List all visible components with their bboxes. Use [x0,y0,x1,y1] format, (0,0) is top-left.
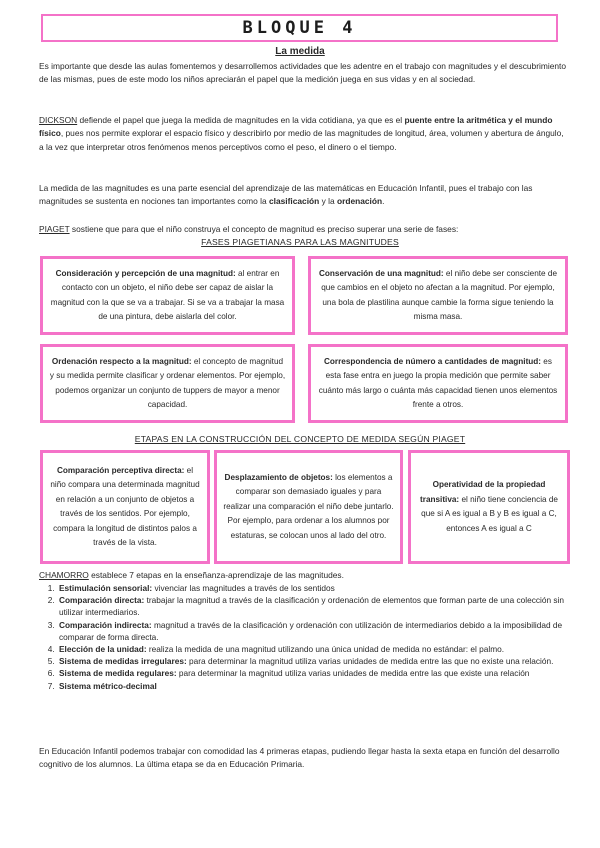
etapa-title: Operatividad de la propiedad transitiva: [420,480,546,504]
phase-box [40,344,295,423]
stage-text: vivenciar las magnitudes a través de los sentidos [152,583,335,593]
etapa-description: los elementos a comparar son demasiado iguales y para realizar una comparación el niño debe juntarlo. Por ejemplo, para ordenar a los alumnos por estaturas, se colocan unos al lado del otro. [223,472,394,540]
section-subtitle: La medida [275,46,325,57]
phase-text [317,355,559,413]
piaget-name: PIAGET [39,224,70,234]
etapa-text [417,478,561,536]
chamorro-stages-list [39,582,587,692]
etapa-description: el niño tiene conciencia de que si A es igual a B y B es igual a C, entonces A es igual a C [421,494,558,533]
list-item [57,655,587,667]
etapa-title: Desplazamiento de objetos: [224,472,333,482]
etapa-box [40,450,210,564]
stage-text: para determinar la magnitud utiliza varias unidades de medida entre las que no existe una relación. [186,656,554,667]
etapa-description: el niño compara una determinada magnitud en relación a un conjunto de objetos a través de los sentidos. Por ejemplo, compara la longitud de distintos palos a través de la vista. [50,465,200,547]
piaget-text: sostiene que para que el niño construya el concepto de magnitud es preciso superar una serie de fases: [69,224,459,234]
stage-title: Sistema métrico-decimal [59,680,157,691]
stage-title: Elección de la unidad: [59,644,147,655]
etapa-title: Comparación perceptiva directa: [56,465,185,475]
dickson-paragraph [39,114,567,154]
phase-title: Conservación de una magnitud: [319,268,444,278]
stage-title: Sistema de medida regulares: [59,668,177,679]
para3-text-a: La medida de las magnitudes es una parte esencial del aprendizaje de las matemáticas en Educación Infantil, pues el trabajo con las magnitudes se sustenta en nociones tan importantes como la [39,183,533,207]
etapa-text [49,464,201,551]
list-item [57,582,587,594]
dickson-bold: puente entre la aritmética y el mundo físico [39,115,553,139]
phase-description: el niño debe ser consciente de que cambios en el objeto no afectan a la magnitud. Por ejemplo, una bola de plastilina aunque cambie la forma sigue teniendo la misma masa. [321,268,557,321]
chamorro-name: CHAMORRO [39,570,89,580]
stage-text: realiza la medida de una magnitud utilizando una única unidad de medida no estándar: el palmo. [146,644,505,655]
list-item [57,667,587,679]
para3-bold-a: clasificación [268,196,320,207]
phase-text [49,267,286,325]
stage-title: Comparación indirecta: [59,619,152,630]
page-title: BLOQUE 4 [242,18,357,38]
closing-paragraph: En Educación Infantil podemos trabajar con comodidad las 4 primeras etapas, pudiendo llegar hasta la sexta etapa en función del desarrollo cognitivo de los alumnos. La última etapa se da en Educación Primaria. [39,746,560,770]
stage-text: magnitud a través de la clasificación y ordenación con utilización de intermediarios debido a la imposibilidad de comparar de forma directa. [59,619,563,642]
phase-description: al entrar en contacto con un objeto, el niño debe ser capaz de aislar la magnitud con la que se va a trabajar. Si se va a trabajar la masa de una pintura, debe aislarla del color. [50,268,285,321]
etapa-text [223,471,394,544]
para3-text-b: y la [319,196,337,207]
stage-title: Estimulación sensorial: [59,583,153,593]
phase-box [308,256,568,335]
list-item [57,680,587,692]
stage-title: Sistema de medidas irregulares: [59,656,187,667]
dickson-text-a: defiende el papel que juega la medida de magnitudes en la vida cotidiana, ya que es el [77,115,405,125]
etapas-heading: ETAPAS EN LA CONSTRUCCIÓN DEL CONCEPTO DE MEDIDA SEGÚN PIAGET [134,434,466,444]
phase-description: el concepto de magnitud y su medida permite clasificar y ordenar elementos. Por ejemplo, podemos organizar un conjunto de tuppers de mayor a menor capacidad. [49,356,286,409]
stage-text: para determinar la magnitud utiliza varias unidades de medida entre las que existe una relación [176,668,530,679]
phase-description: es esta fase entra en juego la propia medición que permite saber cuánto más largo o cuánta más capacidad tienen unos elementos frente a otros. [318,356,558,409]
title-box [41,14,558,42]
stage-text: trabajar la magnitud a través de la clasificación y ordenación de elementos que forman parte de una colección sin utilizar intermediarios. [59,595,564,618]
list-item [57,643,587,655]
phase-title: Correspondencia de número a cantidades de magnitud: [324,356,542,366]
phase-title: Ordenación respecto a la magnitud: [51,356,192,366]
chamorro-text: establece 7 etapas en la enseñanza-aprendizaje de las magnitudes. [88,570,344,580]
piaget-paragraph [39,223,567,236]
phase-box [40,256,295,335]
para3-bold-b: ordenación [336,196,383,207]
phase-box [308,344,568,423]
etapa-box [408,450,570,564]
dickson-name: DICKSON [39,115,78,125]
list-item [57,594,587,618]
stage-title: Comparación directa: [59,595,145,606]
phases-heading: FASES PIAGETIANAS PARA LAS MAGNITUDES [201,237,399,247]
list-item [57,619,587,643]
phase-title: Consideración y percepción de una magnitud: [55,268,236,278]
para3-text-c: . [382,196,385,207]
intro-paragraph: Es importante que desde las aulas fomentemos y desarrollemos actividades que les adentre en el trabajo con magnitudes y el descubrimiento de las mismas, pues de este modo los niños apreciarán el papel que la medición juega en sus vidas y en al sociedad. [39,61,566,85]
phase-text [317,267,559,325]
phase-text [49,355,286,413]
classification-paragraph [39,182,567,209]
dickson-text-b: , pues nos permite explorar el espacio físico y describirlo por medio de las magnitudes de longitud, área, volumen y abertura de ángulo, a la vez que interpretar otros fenómenos menos perceptivos como el peso, el dinero o el tiempo. [39,128,564,152]
chamorro-paragraph [39,569,567,582]
etapa-box [214,450,403,564]
